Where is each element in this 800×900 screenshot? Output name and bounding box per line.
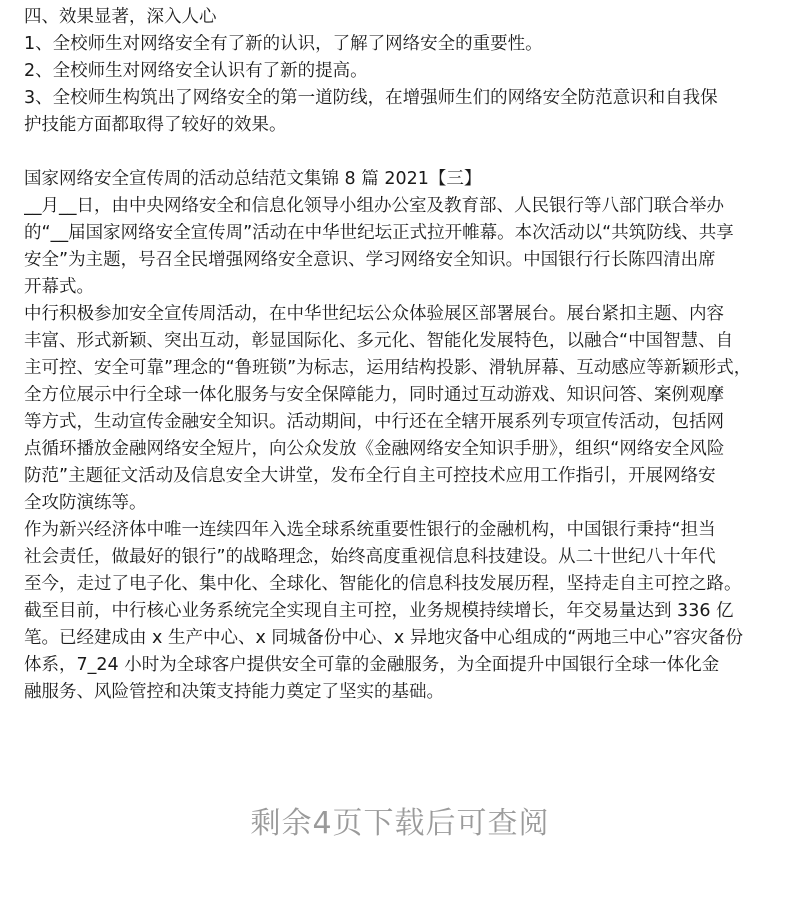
paragraph-line: 全方位展示中行全球一体化服务与安全保障能力，同时通过互动游戏、知识问答、案例观摩: [24, 385, 724, 405]
paragraph-line: 作为新兴经济体中唯一连续四年入选全球系统重要性银行的金融机构，中国银行秉持“担当: [24, 520, 716, 540]
paragraph-line: 社会责任，做最好的银行”的战略理念，始终高度重视信息科技建设。从二十世纪八十年代: [24, 547, 716, 567]
section-heading: 四、效果显著，深入人心: [24, 7, 217, 27]
paragraph-line: 中行积极参加安全宣传周活动，在中华世纪坛公众体验展区部署展台。展台紧扣主题、内容: [24, 304, 724, 324]
list-item: 3、全校师生构筑出了网络安全的第一道防线，在增强师生们的网络安全防范意识和自我保: [24, 88, 718, 108]
list-item: 2、全校师生对网络安全认识有了新的提高。: [24, 61, 368, 81]
paragraph-line: 点循环播放金融网络安全短片，向公众发放《金融网络安全知识手册》，组织“网络安全风险: [24, 439, 725, 459]
article-title: 国家网络安全宣传周的活动总结范文集锦 8 篇 2021【三】: [24, 169, 482, 189]
paragraph-line: 融服务、风险管控和决策支持能力奠定了坚实的基础。: [24, 682, 444, 702]
paragraph-line: 截至目前，中行核心业务系统完全实现自主可控，业务规模持续增长，年交易量达到 336 亿: [24, 601, 734, 621]
remaining-pages-label[interactable]: 剩余4页: [250, 806, 364, 841]
paragraph-line: 安全”为主题，号召全民增强网络安全意识、学习网络安全知识。中国银行行长陈四清出席: [24, 250, 716, 270]
paragraph-line: 丰富、形式新颖、突出互动，彰显国际化、多元化、智能化发展特色，以融合“中国智慧、自: [24, 331, 734, 351]
paragraph-line: 的“__届国家网络安全宣传周”活动在中华世纪坛正式拉开帷幕。本次活动以“共筑防线、共享: [24, 223, 734, 243]
spacer: [24, 139, 780, 166]
download-prompt[interactable]: [0, 798, 800, 842]
list-item: 护技能方面都取得了较好的效果。: [24, 115, 287, 135]
list-item: 1、全校师生对网络安全有了新的认识，了解了网络安全的重要性。: [24, 34, 543, 54]
paragraph-line: 全攻防演练等。: [24, 493, 147, 513]
paragraph-line: 笔。已经建成由 x 生产中心、x 同城备份中心、x 异地灾备中心组成的“两地三中心”容灾备份: [24, 628, 743, 648]
paragraph-line: 开幕式。: [24, 277, 94, 297]
paragraph-line: 主可控、安全可靠”理念的“鲁班锁”为标志，运用结构投影、滑轨屏幕、互动感应等新颖形式，: [24, 358, 752, 378]
paragraph-line: 体系，7_24 小时为全球客户提供安全可靠的金融服务，为全面提升中国银行全球一体化金: [24, 655, 720, 675]
download-to-view-label[interactable]: 下载后可查阅: [363, 806, 550, 841]
paragraph-line: 防范”主题征文活动及信息安全大讲堂，发布全行自主可控技术应用工作指引，开展网络安: [24, 466, 716, 486]
document-body: [24, 4, 780, 706]
paragraph-line: 至今，走过了电子化、集中化、全球化、智能化的信息科技发展历程，坚持走自主可控之路。: [24, 574, 742, 594]
paragraph-line: __月__日，由中央网络安全和信息化领导小组办公室及教育部、人民银行等八部门联合举办: [24, 196, 724, 216]
paragraph-line: 等方式，生动宣传金融安全知识。活动期间，中行还在全辖开展系列专项宣传活动，包括网: [24, 412, 724, 432]
